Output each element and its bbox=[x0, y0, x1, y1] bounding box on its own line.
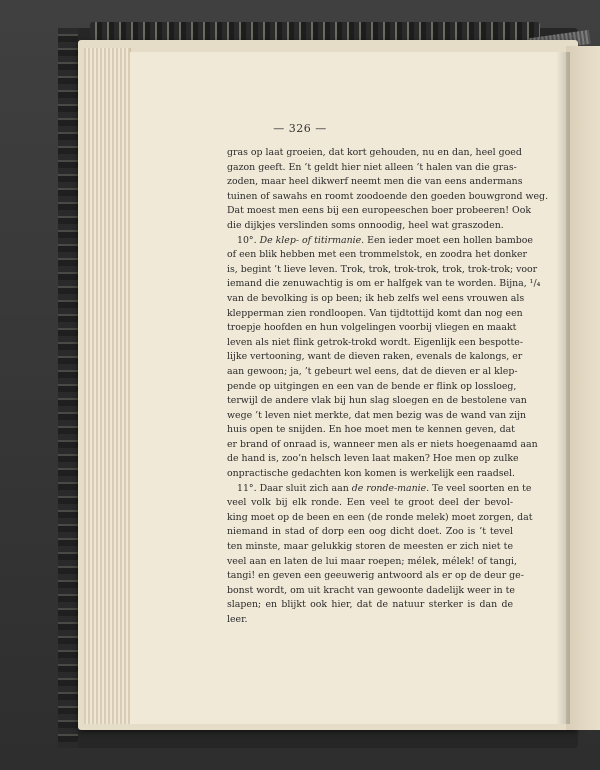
text-line bbox=[227, 482, 532, 497]
book-cover-top bbox=[90, 22, 540, 40]
text-line: pende op uitgingen en een van de bende er flink op lossloeg, bbox=[227, 380, 517, 392]
page-number: — 326 — bbox=[273, 122, 327, 135]
text-line: klepperman zien rondloopen. Van tijdtottijd komt dan nog een bbox=[227, 307, 523, 319]
book-cover-edge bbox=[58, 28, 78, 748]
text-line: de hand is, zoo’n helsch leven laat maken? Hoe men op zulke bbox=[227, 453, 519, 465]
text-line: iemand die zenuwachtig is om er halfgek van te worden. Bijna, ¹/₄ bbox=[227, 278, 541, 290]
line-text-italic: de ronde-manie. bbox=[351, 482, 430, 494]
text-line: veel volk bij elk ronde. Een veel te groot deel der bevol- bbox=[227, 497, 513, 509]
text-line: troepje hoofden en hun volgelingen voorbij vliegen en maakt bbox=[227, 322, 517, 334]
line-text-post: Te veel soorten en te bbox=[429, 482, 532, 494]
page-gutter bbox=[556, 52, 570, 724]
text-line: is, begint ’t lieve leven. Trok, trok, trok-trok, trok, trok-trok; voor bbox=[227, 263, 538, 275]
facing-page bbox=[566, 46, 600, 730]
text-line: gazon geeft. En ’t geldt hier niet alleen ’t halen van die gras- bbox=[227, 161, 517, 173]
text-line: leer. bbox=[227, 614, 248, 625]
line-text-post: Een ieder moet een hollen bamboe bbox=[364, 234, 533, 246]
text-line: veel aan en laten de lui maar roepen; mélek, mélek! of tangi, bbox=[227, 555, 518, 567]
text-line: gras op laat groeien, dat kort gehouden, nu en dan, heel goed bbox=[227, 147, 522, 158]
text-line: wege ’t leven niet merkte, dat men bezig was de wand van zijn bbox=[227, 409, 527, 421]
text-line: onpractische gedachten kon komen is werkelijk een raadsel. bbox=[227, 468, 516, 480]
text-line: tangi! en geven een geeuwerig antwoord als er op de deur ge- bbox=[227, 570, 524, 582]
text-line: Dat moest men eens bij een europeeschen boer probeeren! Ook bbox=[227, 205, 532, 217]
text-line: leven als niet flink getrok-trokd wordt. Eigenlijk een bespotte- bbox=[227, 336, 523, 348]
text-line: ten minste, maar gelukkig storen de meesten er zich niet te bbox=[227, 541, 513, 553]
text-line: lijke vertooning, want de dieven raken, evenals de kalongs, er bbox=[227, 351, 523, 363]
text-line: tuinen of sawahs en roomt zoodoende den goeden bouwgrond weg. bbox=[227, 190, 549, 202]
text-line: die dijkjes verslinden soms onnoodig, heel wat graszoden. bbox=[227, 219, 504, 231]
text-line: slapen; en blijkt ook hier, dat de natuur sterker is dan de bbox=[227, 599, 513, 611]
page-edges bbox=[84, 48, 131, 724]
line-text-italic: De klep- of titirmanie. bbox=[259, 234, 365, 246]
text-line: zoden, maar heel dikwerf neemt men die van eens andermans bbox=[227, 176, 523, 188]
text-line: van de bevolking is op been; ik heb zelfs wel eens vrouwen als bbox=[227, 292, 525, 304]
text-line: er brand of onraad is, wanneer men als er niets hoegenaamd aan bbox=[227, 438, 538, 450]
line-text-pre: 11°. Daar sluit zich aan bbox=[237, 482, 352, 494]
text-line: niemand in stad of dorp een oog dicht doet. Zoo is ’t tevel bbox=[227, 526, 513, 538]
text-line bbox=[227, 234, 533, 249]
text-line: aan gewoon; ja, ’t gebeurt wel eens, dat de dieven er al klep- bbox=[227, 365, 518, 377]
page-text bbox=[227, 146, 549, 628]
text-line: of een blik hebben met een trommelstok, en zoodra het donker bbox=[227, 249, 527, 261]
text-line: huis open te snijden. En hoe moet men te kennen geven, dat bbox=[227, 424, 515, 436]
text-line: bonst wordt, om uit kracht van gewoonte dadelijk weer in te bbox=[227, 584, 515, 596]
text-line: terwijl de andere vlak bij hun slag sloegen en de bestolene van bbox=[227, 395, 527, 407]
text-line: king moet op de been en een (de ronde melek) moet zorgen, dat bbox=[227, 511, 533, 523]
line-text-pre: 10°. bbox=[237, 234, 260, 246]
